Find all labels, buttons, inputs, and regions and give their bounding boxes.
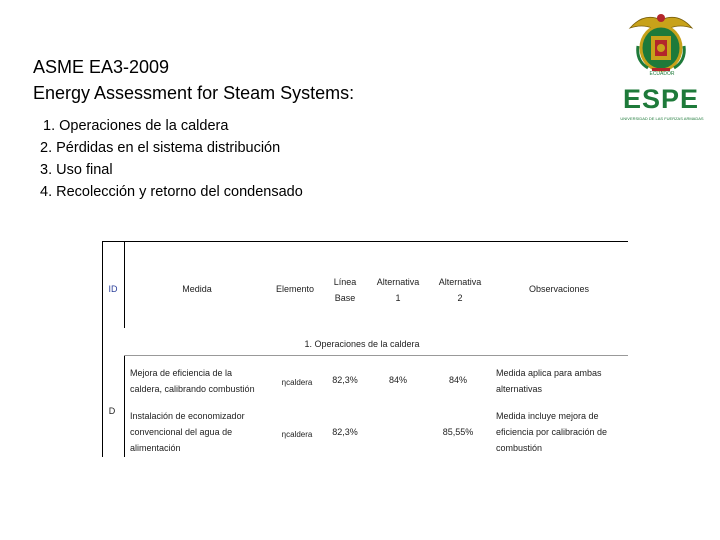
row-id: D (108, 406, 116, 416)
logo-subtitle: UNIVERSIDAD DE LAS FUERZAS ARMADAS (620, 116, 704, 121)
section-label: 1. Operaciones de la caldera (304, 339, 420, 349)
table-divider (124, 355, 628, 356)
topic-list (40, 115, 303, 203)
row-1-obs-line: alternativas (496, 384, 543, 394)
row-2-obs-line: Medida incluye mejora de (496, 411, 599, 421)
table-row-1-alt2: 84% (448, 375, 467, 385)
list-text: Uso final (56, 162, 113, 178)
header-alternativa-2 (432, 276, 488, 304)
header-linea-base (326, 276, 364, 304)
table-row-1-observaciones (496, 367, 622, 395)
table-row-2-observaciones (496, 410, 622, 454)
list-item (40, 181, 303, 203)
measures-table (102, 241, 628, 457)
row-1-obs-line: Medida aplica para ambas (496, 368, 602, 378)
title-line-1: ASME EA3-2009 (33, 57, 170, 77)
table-row-2-elemento: ηcaldera (281, 430, 313, 439)
table-row-2-linea-base: 82,3% (332, 427, 358, 437)
list-text: Pérdidas en el sistema distribución (56, 140, 281, 156)
row-1-medida-line: Mejora de eficiencia de la (130, 368, 233, 378)
table-row-1-alt1: 84% (388, 375, 407, 385)
title-line-2: Energy Assessment for Steam Systems: (33, 83, 355, 103)
header-elemento: Elemento (275, 284, 315, 294)
list-number: 4. (40, 184, 53, 200)
header-alt2-number: 2 (457, 293, 463, 303)
row-1-medida-line: caldera, calibrando combustión (130, 384, 255, 394)
table-row-1-medida (130, 367, 270, 395)
list-number: 3. (40, 162, 53, 178)
logo-name: ESPE (622, 84, 700, 114)
row-2-obs-line: combustión (496, 443, 543, 453)
table-row-2-medida (130, 410, 270, 454)
header-medida: Medida (182, 284, 212, 294)
row-2-obs-line: eficiencia por calibración de (496, 427, 608, 437)
table-divider (124, 241, 125, 328)
row-2-medida-line: convencional del agua de (130, 427, 233, 437)
list-text: Recolección y retorno del condensado (56, 184, 303, 200)
table-border-left (102, 241, 103, 457)
list-item (40, 159, 303, 181)
espe-logo (608, 6, 714, 122)
list-text: Operaciones de la caldera (59, 118, 229, 134)
logo-country: ECUADOR (649, 71, 675, 77)
list-item (40, 137, 303, 159)
list-number: 1. (43, 118, 56, 134)
row-2-medida-line: Instalación de economizador (130, 411, 245, 421)
header-base-label: Base (334, 293, 356, 303)
list-item (40, 115, 303, 137)
header-linea-label: Línea (333, 277, 357, 287)
header-id: ID (108, 284, 118, 294)
list-number: 2. (40, 140, 53, 156)
table-row-1-linea-base: 82,3% (332, 375, 358, 385)
header-alt1-label: Alternativa (376, 277, 420, 287)
header-alt1-number: 1 (395, 293, 401, 303)
table-row-2-alt2: 85,55% (442, 427, 474, 437)
header-observaciones: Observaciones (528, 284, 590, 294)
table-border-top (102, 241, 628, 242)
table-row-1-elemento: ηcaldera (281, 378, 313, 387)
header-alt2-label: Alternativa (438, 277, 482, 287)
header-alternativa-1 (370, 276, 426, 304)
slide-title (33, 54, 354, 106)
table-divider (124, 355, 125, 457)
row-2-medida-line: alimentación (130, 443, 181, 453)
